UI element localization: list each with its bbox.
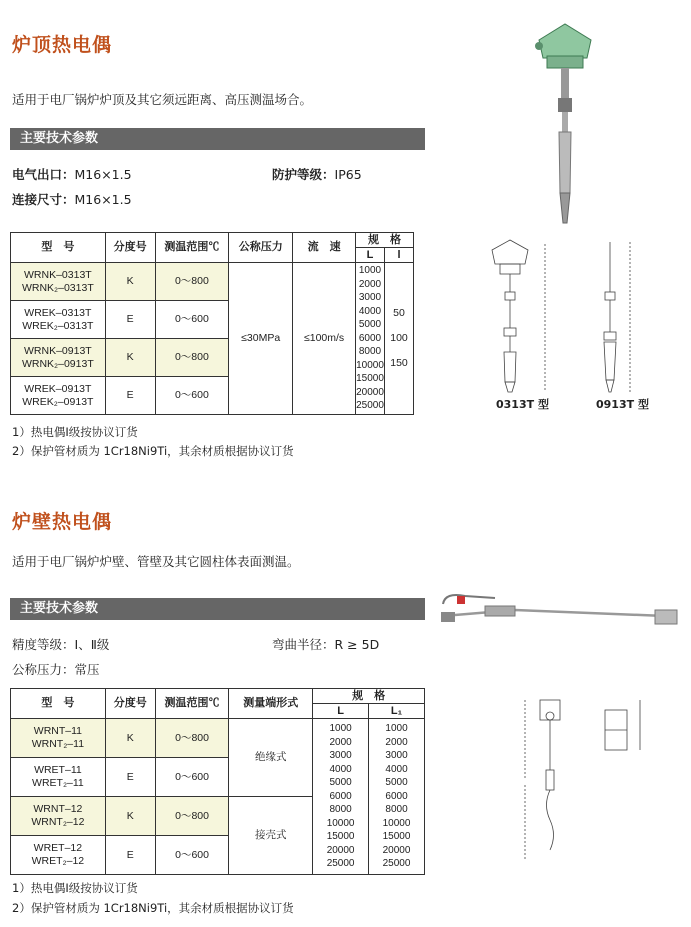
L-value: 4000 [329,763,352,775]
range-cell: 0～600 [155,758,229,797]
range-cell: 0～800 [155,719,229,758]
L1-values-cell [369,719,425,875]
L-value: 3000 [358,292,382,304]
L1-value: 15000 [382,831,411,843]
range-cell: 0～600 [155,836,229,875]
header-range: 测温范围℃ [155,233,229,263]
graduation-cell: K [105,797,155,836]
graduation-cell: E [105,377,155,415]
L-value: 6000 [358,332,382,344]
model-cell: WRNK–0913T WRNK₂–0913T [11,339,106,377]
pressure-cell: ≤30MPa [229,263,293,415]
L1-value: 1000 [385,723,408,735]
L1-value: 25000 [382,858,411,870]
dimension-drawing-0313T-0913T [470,232,680,417]
model-cell: WREK–0313T WREK₂–0313T [11,301,106,339]
range-cell: 0～800 [155,339,229,377]
section2-note-2: 2）保护管材质为 1Cr18Ni9Ti，其余材质根据协议订货 [12,901,294,915]
header-L: L [313,704,369,719]
spec-protection-grade: 防护等级：IP65 [272,167,362,182]
header-spec: 规 格 [356,233,414,248]
end-form-grounded: 接壳式 [229,797,313,875]
section2-title: 炉壁热电偶 [12,511,113,533]
model-cell: WREK–0913T WREK₂–0913T [11,377,106,415]
surface-thermocouple-photo [435,590,685,640]
spec-bend-radius: 弯曲半径：R ≥ 5D [272,637,380,652]
L1-value: 10000 [382,817,411,829]
L1-value: 4000 [385,763,408,775]
graduation-cell: K [105,263,155,301]
L-value: 15000 [356,373,384,385]
section1-spec-band: 主要技术参数 [10,128,425,150]
caption-0313T: 0313T 型 [496,398,549,411]
model-cell: WRET–12 WRET₂–12 [11,836,106,875]
section2-note-1: 1）热电偶Ⅰ级按协议订货 [12,881,138,895]
L-value: 1000 [358,265,382,277]
header-speed: 流 速 [293,233,356,263]
graduation-cell: E [105,301,155,339]
model-cell: WRET–11 WRET₂–11 [11,758,106,797]
header-graduation: 分度号 [105,233,155,263]
L-value: 5000 [358,319,382,331]
l-value: 50 [393,307,405,319]
L1-value: 5000 [385,777,408,789]
model-cell: WRNT–11 WRNT₂–11 [11,719,106,758]
header-model: 型 号 [11,689,106,719]
L-value: 8000 [329,804,352,816]
l-value: 100 [390,332,408,344]
header-model: 型 号 [11,233,106,263]
L-value: 5000 [329,777,352,789]
range-cell: 0～600 [155,301,229,339]
section2-description: 适用于电厂锅炉炉壁、管壁及其它圆柱体表面测温。 [12,554,300,569]
L-value: 4000 [358,305,382,317]
section2-spec-band: 主要技术参数 [10,598,425,620]
L1-value: 8000 [385,804,408,816]
section1-note-1: 1）热电偶Ⅰ级按协议订货 [12,425,138,439]
L-value: 20000 [356,386,384,398]
spec-electrical-outlet: 电气出口：M16×1.5 [12,167,132,182]
header-l: l [385,248,414,263]
L-value: 2000 [329,736,352,748]
header-L1: L₁ [369,704,425,719]
L-value: 8000 [358,346,382,358]
speed-cell: ≤100m/s [293,263,356,415]
section1-title: 炉顶热电偶 [12,34,113,56]
thermocouple-photo [525,18,615,228]
model-cell: WRNT–12 WRNT₂–12 [11,797,106,836]
caption-0913T: 0913T 型 [596,398,649,411]
section2-spec-table [10,688,425,875]
header-spec: 规 格 [313,689,425,704]
range-cell: 0～800 [155,797,229,836]
l-value: 150 [390,357,408,369]
header-range: 测温范围℃ [155,689,229,719]
range-cell: 0～600 [155,377,229,415]
header-graduation: 分度号 [105,689,155,719]
L-value: 25000 [356,400,384,412]
L-value: 15000 [326,831,355,843]
header-L: L [356,248,385,263]
L-values-cell [313,719,369,875]
L-value: 3000 [329,750,352,762]
spec-connection-size: 连接尺寸：M16×1.5 [12,192,132,207]
spec-nominal-pressure: 公称压力：常压 [12,662,100,677]
section1-spec-table [10,232,414,415]
L-value: 2000 [358,278,382,290]
section1-note-2: 2）保护管材质为 1Cr18Ni9Ti，其余材质根据协议订货 [12,444,294,458]
l-values-cell [385,263,414,415]
end-form-insulated: 绝缘式 [229,719,313,797]
header-end-form: 测量端形式 [229,689,313,719]
L-values-cell [356,263,385,415]
model-cell: WRNK–0313T WRNK₂–0313T [11,263,106,301]
L-value: 10000 [326,817,355,829]
L-value: 20000 [326,844,355,856]
L-value: 10000 [356,359,384,371]
L1-value: 2000 [385,736,408,748]
L-value: 1000 [329,723,352,735]
graduation-cell: E [105,836,155,875]
spec-accuracy: 精度等级：Ⅰ、Ⅱ级 [12,637,110,652]
table-row [11,263,414,301]
L1-value: 3000 [385,750,408,762]
header-pressure: 公称压力 [229,233,293,263]
L1-value: 20000 [382,844,411,856]
L1-value: 6000 [385,790,408,802]
table-row [11,719,425,758]
graduation-cell: K [105,339,155,377]
dimension-drawing-surface-thermocouple [495,690,670,870]
graduation-cell: E [105,758,155,797]
L-value: 25000 [326,858,355,870]
graduation-cell: K [105,719,155,758]
section1-description: 适用于电厂锅炉炉顶及其它须远距离、高压测温场合。 [12,92,313,107]
L-value: 6000 [329,790,352,802]
range-cell: 0～800 [155,263,229,301]
